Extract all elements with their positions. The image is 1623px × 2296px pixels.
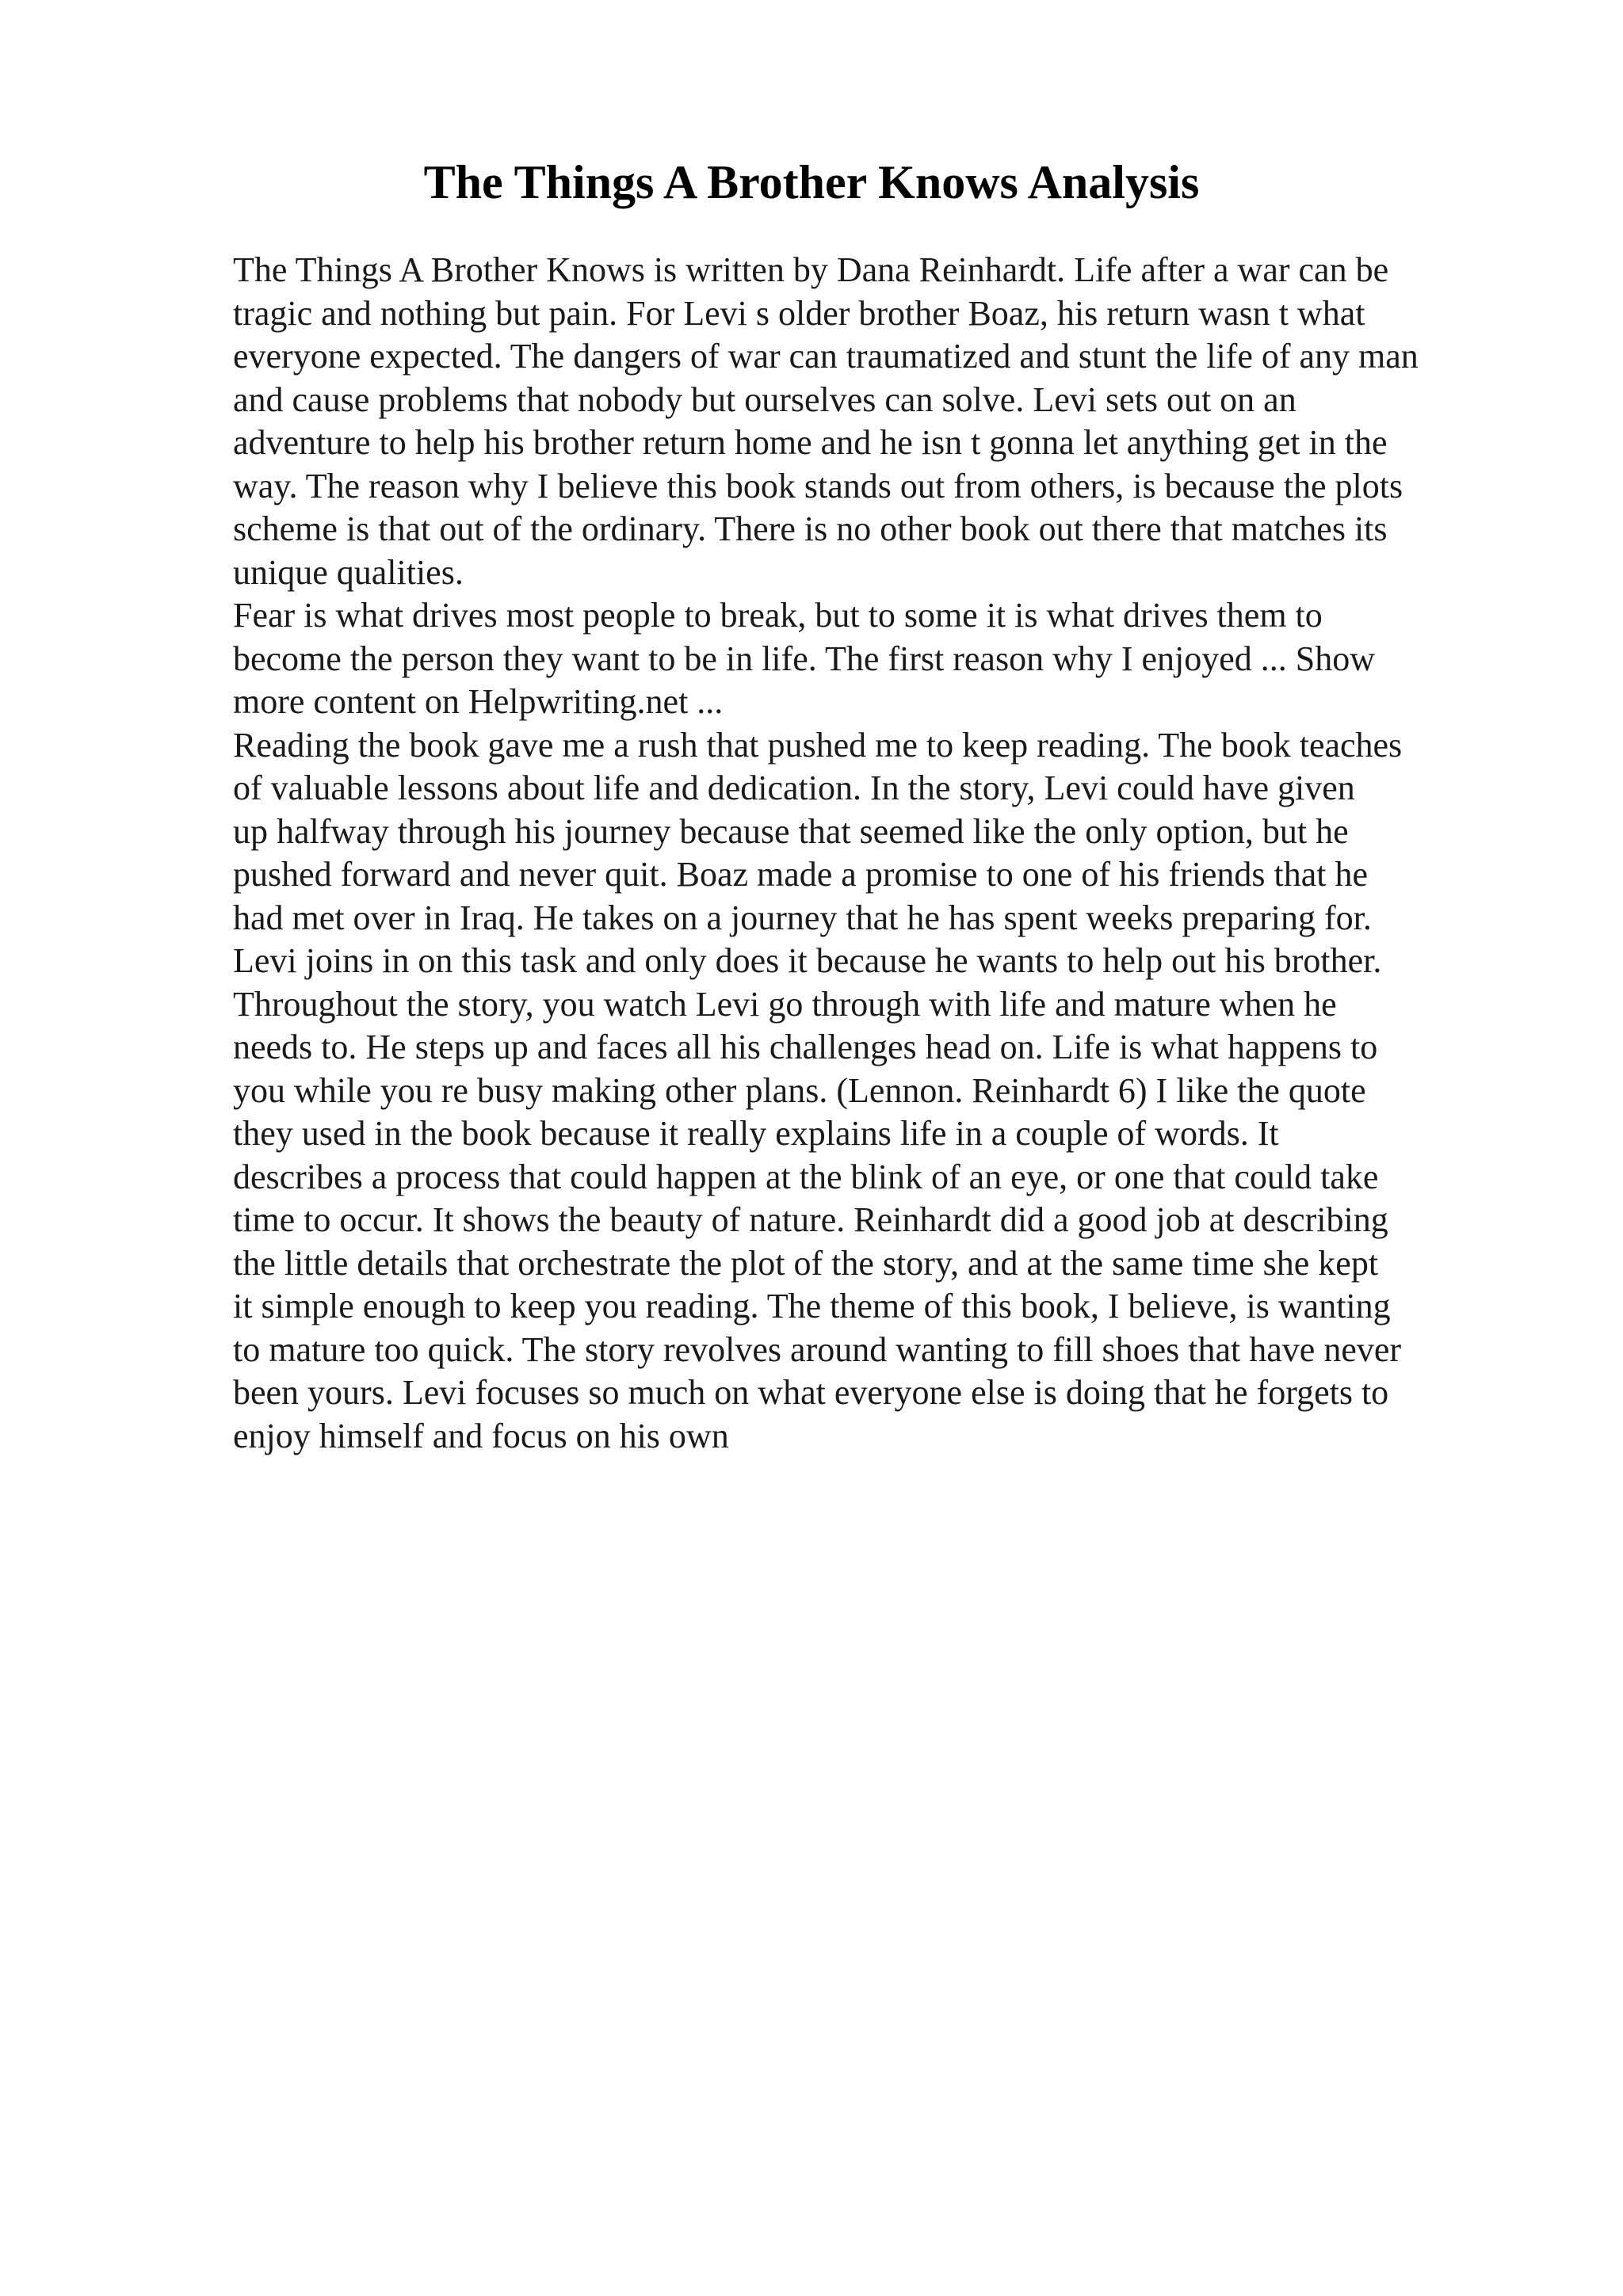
text-line: unique qualities. bbox=[233, 552, 464, 592]
document-title: The Things A Brother Knows Analysis bbox=[423, 156, 1200, 208]
text-line: tragic and nothing but pain. For Levi s older brother Boaz, his return wasn t what bbox=[233, 293, 1365, 333]
text-line: Throughout the story, you watch Levi go through with life and mature when he bbox=[233, 984, 1337, 1024]
text-line: adventure to help his brother return home and he isn t gonna let anything get in the bbox=[233, 423, 1388, 462]
text-line: Levi joins in on this task and only does it because he wants to help out his brother. bbox=[233, 941, 1382, 980]
text-line: had met over in Iraq. He takes on a journey that he has spent weeks preparing for. bbox=[233, 898, 1372, 937]
document-body bbox=[233, 249, 1517, 1458]
text-line: Fear is what drives most people to break, but to some it is what drives them to bbox=[233, 596, 1323, 635]
text-line: been yours. Levi focuses so much on what everyone else is doing that he forgets to bbox=[233, 1373, 1389, 1412]
text-line: needs to. He steps up and faces all his challenges head on. Life is what happens to bbox=[233, 1028, 1378, 1066]
text-line: they used in the book because it really explains life in a couple of words. It bbox=[233, 1114, 1279, 1153]
text-line: you while you re busy making other plans. (Lennon. Reinhardt 6) I like the quote bbox=[233, 1070, 1366, 1110]
text-line: describes a process that could happen at the blink of an eye, or one that could take bbox=[233, 1157, 1379, 1196]
text-line: it simple enough to keep you reading. The theme of this book, I believe, is wanting bbox=[233, 1287, 1391, 1325]
text-line: of valuable lessons about life and dedication. In the story, Levi could have given bbox=[233, 769, 1355, 807]
text-line: time to occur. It shows the beauty of nature. Reinhardt did a good job at describing bbox=[233, 1200, 1388, 1239]
text-line: everyone expected. The dangers of war can traumatized and stunt the life of any man bbox=[233, 337, 1419, 376]
text-line: become the person they want to be in life. The first reason why I enjoyed ... Show bbox=[233, 639, 1376, 678]
text-line: The Things A Brother Knows is written by Dana Reinhardt. Life after a war can be bbox=[233, 250, 1389, 289]
text-line: scheme is that out of the ordinary. There is no other book out there that matches its bbox=[233, 509, 1388, 548]
text-line: up halfway through his journey because that seemed like the only option, but he bbox=[233, 811, 1349, 851]
text-line: pushed forward and never quit. Boaz made a promise to one of his friends that he bbox=[233, 855, 1369, 894]
text-line: the little details that orchestrate the plot of the story, and at the same time she kept bbox=[233, 1243, 1379, 1283]
text-line: more content on Helpwriting.net ... bbox=[233, 682, 724, 721]
text-line: way. The reason why I believe this book stands out from others, is because the plots bbox=[233, 466, 1403, 505]
text-line: enjoy himself and focus on his own bbox=[233, 1416, 729, 1455]
text-line: and cause problems that nobody but ourselves can solve. Levi sets out on an bbox=[233, 379, 1296, 419]
text-line: Reading the book gave me a rush that pushed me to keep reading. The book teaches bbox=[233, 725, 1403, 765]
text-line: to mature too quick. The story revolves around wanting to fill shoes that have never bbox=[233, 1329, 1402, 1369]
